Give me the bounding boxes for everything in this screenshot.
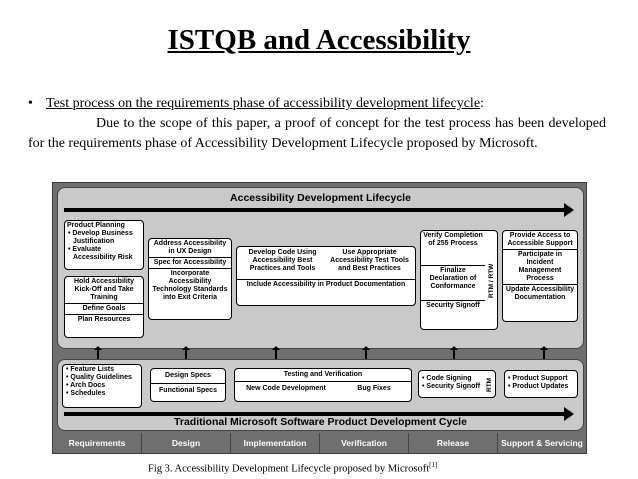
spec-box: Spec for Accessibility <box>149 257 231 268</box>
update-docs-box: Update Accessibility Documentation <box>503 284 577 303</box>
caption-text: Fig 3. Accessibility Development Lifecycle proposed by Microsoft <box>148 463 430 475</box>
product-planning-box <box>64 220 144 270</box>
body-paragraph: Due to the scope of this paper, a proof of concept for the test process has been developed for the requirements phase of Accessibility Development Lifecycle proposed by Microsoft. <box>28 116 606 151</box>
impl-group <box>236 246 416 306</box>
adl-panel <box>57 187 584 349</box>
rtm-label: RTM <box>486 377 493 393</box>
adl-title: Accessibility Development Lifecycle <box>230 192 411 204</box>
verify-box: Verify Completion of 255 Process <box>423 232 483 247</box>
tms-design-group <box>150 368 226 402</box>
address-ux-box: Address Accessibility in UX Design <box>153 240 227 255</box>
tms-title: Traditional Microsoft Software Product Development Cycle <box>174 416 467 428</box>
incident-box: Participate in Incident Management Process <box>503 249 577 284</box>
bullet-text: Test process on the requirements phase of accessibility development lifecycle <box>46 96 481 111</box>
support-group <box>502 230 578 322</box>
req-item: • Schedules <box>66 390 106 397</box>
req-item: • Feature Lists <box>66 366 114 373</box>
plan-resources-box: Plan Resources <box>65 314 143 325</box>
include-docs-box: Include Accessibility in Product Documentation <box>237 279 415 290</box>
figure-caption <box>148 461 437 475</box>
bullet-point <box>28 96 484 112</box>
incorporate-box: Incorporate Accessibility Technology Standards into Exit Criteria <box>149 268 231 303</box>
functional-specs-box: Functional Specs <box>151 383 225 398</box>
release-item: • Security Signoff <box>422 383 481 390</box>
testing-title: Testing and Verification <box>283 371 363 378</box>
bullet-suffix: : <box>480 96 484 111</box>
testing-row <box>235 381 411 396</box>
phase-design: Design <box>141 433 230 453</box>
bullet-mark: • <box>28 96 33 111</box>
rtm-rtw-label: RTM / RTW <box>488 263 495 299</box>
test-tools-text: Use Appropriate Accessibility Test Tools and Best Practices <box>330 249 409 272</box>
new-code-text: New Code Development <box>246 385 326 392</box>
phase-requirements: Requirements <box>68 438 126 448</box>
phase-implementation: Implementation <box>230 433 319 453</box>
tms-support-box <box>504 370 578 398</box>
define-goals-box: Define Goals <box>65 303 143 314</box>
caption-reference: [1] <box>429 461 438 469</box>
kickoff-box: Hold Accessibility Kick-Off and Take Training <box>73 278 135 301</box>
phase-verification: Verification <box>319 433 408 453</box>
finalize-box: Finalize Declaration of Conformance <box>421 265 485 300</box>
tms-release-box <box>418 370 496 398</box>
release-item: • Code Signing <box>422 375 472 382</box>
design-specs-box: Design Specs <box>165 372 211 379</box>
phase-bar <box>53 433 586 453</box>
impl-top-row <box>237 247 415 275</box>
bug-fixes-text: Bug Fixes <box>357 385 391 392</box>
req-item: • Quality Guidelines <box>66 374 132 381</box>
req-item: • Arch Docs <box>66 382 106 389</box>
product-planning-title: Product Planning <box>67 222 125 229</box>
tms-panel <box>57 359 584 431</box>
develop-code-text: Develop Code Using Accessibility Best Practices and Tools <box>248 249 317 272</box>
security-signoff-box: Security Signoff <box>421 300 485 311</box>
lifecycle-diagram <box>52 182 587 454</box>
adl-arrow <box>64 208 564 212</box>
tms-testing-group <box>234 368 412 402</box>
release-group <box>420 230 498 330</box>
provide-access-box: Provide Access to Accessible Support <box>507 232 573 247</box>
phase-release: Release <box>408 433 497 453</box>
slide-title: ISTQB and Accessibility <box>167 24 471 56</box>
planning-item: • Develop Business Justification <box>68 230 133 245</box>
phase-support: Support & Servicing <box>497 433 586 453</box>
support-item: • Product Updates <box>508 383 569 390</box>
support-item: • Product Support <box>508 375 568 382</box>
kickoff-group <box>64 276 144 338</box>
tms-requirements-box <box>62 364 142 408</box>
planning-item: • Evaluate Accessibility Risk <box>68 246 133 261</box>
design-group <box>148 238 232 320</box>
